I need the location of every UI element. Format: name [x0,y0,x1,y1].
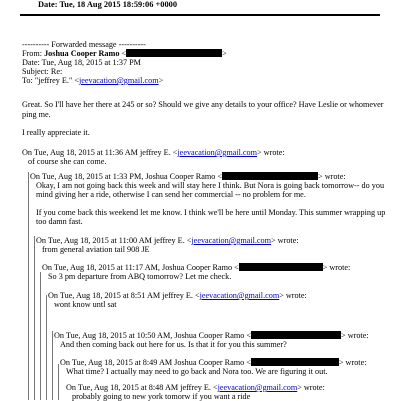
quote-header [54,331,369,340]
quote-text: What time? I actually may need to go back and Nora too. We are figuring it out. [66,367,328,376]
quote-header [22,148,285,157]
quote-text: If you come back this weekend let me know. I think we'll be here until Monday. This summer wrapping up [36,208,386,217]
quote-header [36,236,299,245]
quote-header [42,263,350,272]
quote-text: So 3 pm departure from ABQ tomorrow? Let me check. [48,272,232,281]
quote-header-suffix: > wrote: [341,331,369,340]
quote-header-text: On Tue, Aug 18, 2015 at 11:00 AM jeffrey E. < [36,236,192,245]
quote-text: of course she can come. [28,157,107,166]
email-date-header: Date: Tue, 18 Aug 2015 18:59:06 +0000 [38,0,178,9]
quote-header [30,172,346,181]
body-line-2: ping me. [22,110,51,119]
quote-header-text: On Tue, Aug 18, 2015 at 10:50 AM, Joshua Cooper Ramo < [54,331,252,340]
quote-header [66,383,325,392]
quote-header-text: On Tue, Aug 18, 2015 at 11:17 AM, Joshua Cooper Ramo < [42,263,239,272]
to-close: > [158,76,164,85]
quote-text: mind giving her a ride, otherwise I can send her commercial -- no problem for me. [36,190,306,199]
quote-text: too damn fast. [36,217,83,226]
body-line-1: Great. So I'll have her there at 245 or so? Should we give any details to your office? Have Leslie or whomever [22,100,384,109]
redaction-box [251,358,339,366]
quote-header-suffix: > wrote: [297,383,325,392]
header-divider [20,14,380,16]
quote-header-text: On Tue, Aug 18, 2015 at 8:49 AM Joshua Cooper Ramo < [60,358,251,367]
quote-text: from general aviation tail 908 JE [42,245,150,254]
from-label: From: [22,49,45,58]
quote-text: probably going to new york tomorw if you want a ride [72,392,251,401]
quote-email-link[interactable]: jeevacation@gmail.com [199,291,280,300]
from-open: < [119,49,127,58]
forward-to-line [22,76,163,85]
quote-header-suffix: > wrote: [338,358,367,367]
quote-header-suffix: > wrote: [279,291,307,300]
redaction-box [251,331,341,339]
quote-email-link[interactable]: jeevacation@gmail.com [217,383,298,392]
quote-text: wont know untl sat [54,300,117,309]
quote-header-suffix: > wrote: [257,148,285,157]
quote-header-text: On Tue, Aug 18, 2015 at 8:51 AM jeffrey E. < [48,291,200,300]
quote-header-text: On Tue, Aug 18, 2015 at 1:33 PM, Joshua Cooper Ramo < [30,172,223,181]
forward-subject-line: Subject: Re: [22,67,63,76]
to-label: To: "jeffrey E." < [22,76,79,85]
forward-divider: ---------- Forwarded message ---------- [22,40,146,49]
quote-email-link[interactable]: jeevacation@gmail.com [177,148,258,157]
to-email-link[interactable]: jeevacation@gmail.com [78,76,159,85]
from-name: Joshua Cooper Ramo [44,49,120,58]
quote-header-text: On Tue, Aug 18, 2015 at 11:36 AM jeffrey E. < [22,148,178,157]
quote-header-suffix: > wrote: [322,263,351,272]
forward-from-line [22,49,227,58]
redaction-box [222,172,318,180]
quote-text: Okay, I am not going back this week and will stay here I think. But Nora is going back tomorrow-- do you [36,181,385,190]
forward-date-line: Date: Tue, Aug 18, 2015 at 1:37 PM [22,58,141,67]
quote-email-link[interactable]: jeevacation@gmail.com [191,236,272,245]
redaction-box [126,49,222,57]
quote-header-text: On Tue, Aug 18, 2015 at 8:48 AM jeffrey E. < [66,383,218,392]
quote-header [60,358,366,367]
quote-header-suffix: > wrote: [318,172,346,181]
quote-text: And then coming back out here for us. Is that it for you this summer? [60,340,287,349]
body-line-3: I really appreciate it. [22,128,90,137]
from-close: > [222,49,227,58]
quote-header [48,291,307,300]
redaction-box [239,263,323,271]
quote-header-suffix: > wrote: [271,236,299,245]
